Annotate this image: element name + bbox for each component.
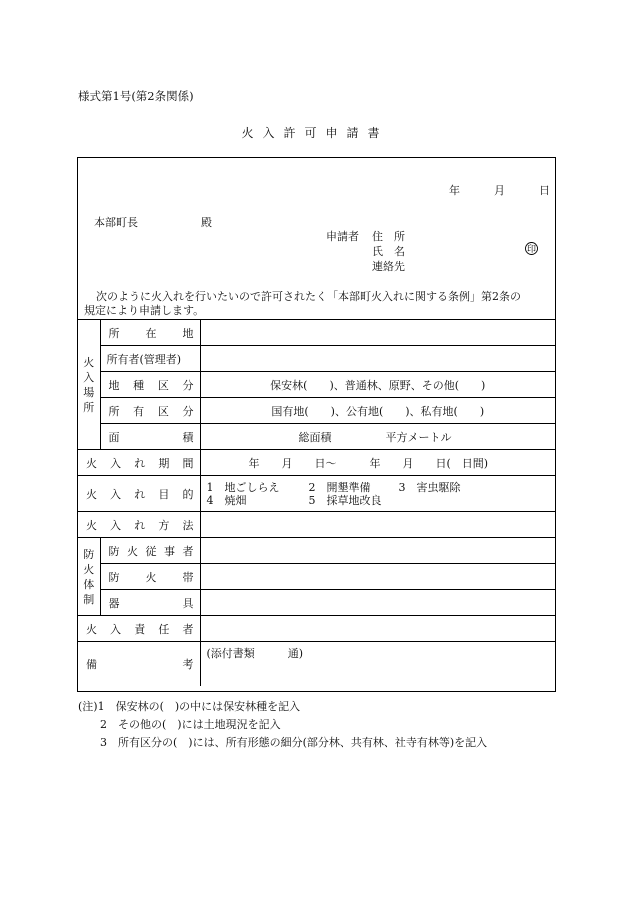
method-label: 火 入 れ 方 法 (78, 512, 200, 538)
date-year-label: 年 (449, 184, 460, 197)
remarks-label: 備 考 (78, 642, 200, 686)
table-row-equipment (78, 590, 555, 616)
date-day-label: 日 (539, 184, 550, 197)
equipment-label: 器 具 (100, 590, 200, 616)
purpose-option-5[interactable]: 5 採草地改良 (308, 493, 382, 507)
application-table (78, 319, 555, 686)
note-1: (注)1 保安林の( )の中には保安林種を記入 (78, 700, 301, 713)
fire-belt-field[interactable] (200, 564, 555, 590)
purpose-option-2[interactable]: 2 開墾準備 (308, 480, 371, 494)
remarks-field[interactable]: (添付書類 通) (200, 642, 555, 686)
application-sheet (77, 157, 556, 692)
purpose-option-1[interactable]: 1 地ごしらえ (206, 480, 280, 494)
note-3: 3 所有区分の( )には、所有形態の細分(部分林、共有林、社寺有林等)を記入 (100, 736, 488, 749)
date-field[interactable] (449, 182, 550, 198)
application-header (78, 158, 555, 319)
table-row-land-type (78, 372, 555, 398)
addressee: 本部町長 (94, 216, 138, 229)
applicant-label: 申請者 (326, 230, 359, 243)
table-row-purpose (78, 476, 555, 512)
note-2: 2 その他の( )には土地現況を記入 (100, 718, 281, 731)
location-label: 所 在 地 (100, 320, 200, 346)
responsible-field[interactable] (200, 616, 555, 642)
statement-line-2: 規定により申請します。 (84, 304, 205, 317)
fire-workers-label: 防 火 従 事 者 (100, 538, 200, 564)
period-label: 火 入 れ 期 間 (78, 450, 200, 476)
purpose-option-3[interactable]: 3 害虫駆除 (398, 480, 461, 494)
owner-field[interactable] (200, 346, 555, 372)
ownership-label: 所 有 区 分 (100, 398, 200, 424)
responsible-label: 火 入 責 任 者 (78, 616, 200, 642)
statement-line-1: 次のように火入れを行いたいので許可されたく「本部町火入れに関する条例」第2条の (96, 290, 521, 303)
land-type-label: 地 種 区 分 (100, 372, 200, 398)
table-row-responsible (78, 616, 555, 642)
address-label: 住 所 (372, 230, 405, 243)
purpose-option-4[interactable]: 4 焼畑 (206, 493, 247, 507)
table-row-remarks (78, 642, 555, 686)
contact-label: 連絡先 (372, 260, 405, 273)
fire-prevention-group-label: 防 火 体 制 (78, 538, 100, 616)
application-statement (84, 290, 550, 318)
purpose-options[interactable] (200, 476, 555, 512)
seal-icon (525, 242, 538, 255)
equipment-field[interactable] (200, 590, 555, 616)
notes (78, 698, 487, 752)
area-field[interactable] (200, 424, 555, 450)
site-group-label: 火 入 場 所 (78, 320, 100, 450)
land-type-field[interactable]: 保安林( )、普通林、原野、その他( ) (200, 372, 555, 398)
form-title: 火入許可申請書 (241, 126, 389, 140)
table-row-period (78, 450, 555, 476)
method-field[interactable] (200, 512, 555, 538)
purpose-label: 火 入 れ 目 的 (78, 476, 200, 512)
table-row-fire-belt (78, 564, 555, 590)
table-row-location (78, 320, 555, 346)
period-field[interactable]: 年 月 日～ 年 月 日( 日間) (200, 450, 555, 476)
ownership-field[interactable]: 国有地( )、公有地( )、私有地( ) (200, 398, 555, 424)
honorific: 殿 (201, 216, 212, 229)
table-row-method (78, 512, 555, 538)
name-label: 氏 名 (372, 245, 405, 258)
area-unit-label: 平方メートル (385, 430, 452, 444)
fire-belt-label: 防 火 帯 (100, 564, 200, 590)
owner-label: 所有者(管理者) (100, 346, 200, 372)
fire-workers-field[interactable] (200, 538, 555, 564)
area-total-label: 総面積 (298, 430, 332, 444)
area-label: 面 積 (100, 424, 200, 450)
seal-text: 印 (526, 245, 537, 255)
table-row-fire-workers (78, 538, 555, 564)
table-row-ownership (78, 398, 555, 424)
table-row-owner (78, 346, 555, 372)
form-number: 様式第1号(第2条関係) (78, 89, 194, 103)
date-month-label: 月 (494, 184, 505, 197)
table-row-area (78, 424, 555, 450)
location-field[interactable] (200, 320, 555, 346)
